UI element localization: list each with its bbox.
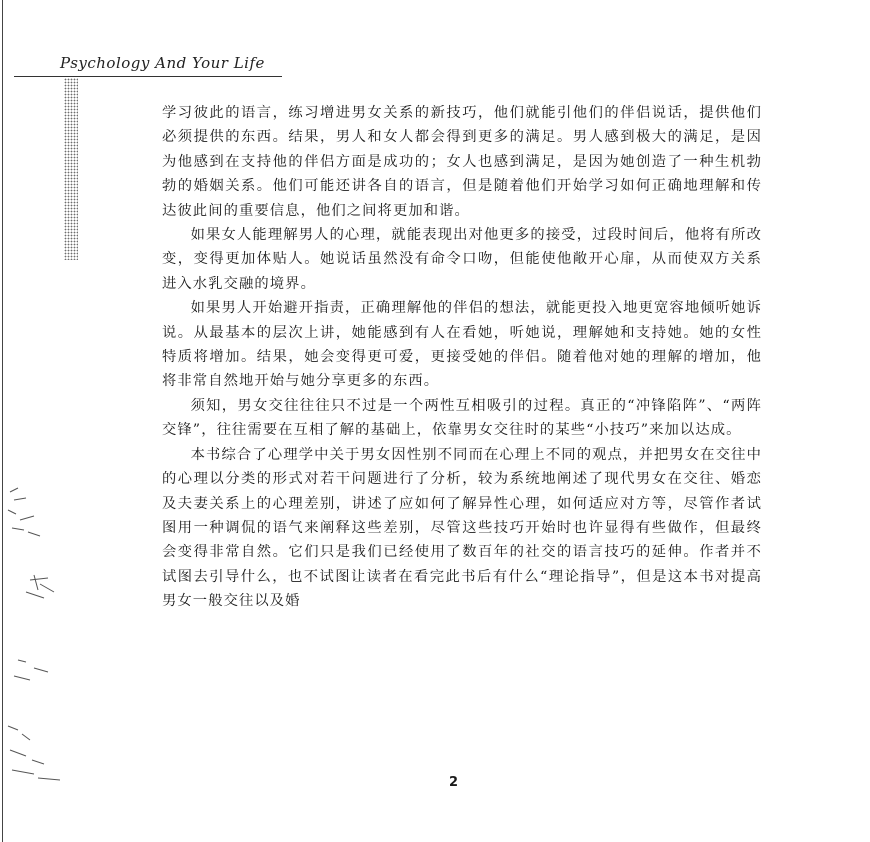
paragraph-2: 如果女人能理解男人的心理，就能表现出对他更多的接受，过段时间后，他将有所改变，变得更加体贴人。她说话虽然没有命令口吻，但能使他敞开心扉，从而使双方关系进入水乳交融的境界。 bbox=[162, 227, 762, 292]
page-number: 2 bbox=[449, 775, 459, 790]
paragraph-3: 如果男人开始避开指责，正确理解他的伴侣的想法，就能更投入地更宽容地倾听她诉说。从最基本的层次上讲，她能感到有人在看她，听她说，理解她和支持她。她的女性特质将增加。结果，她会变得更可爱，更接受她的伴侣。随着他对她的理解的增加，他将非常自然地开始与她分享更多的东西。 bbox=[162, 300, 762, 390]
paragraph-4: 须知，男女交往往往只不过是一个两性互相吸引的过程。真正的“冲锋陷阵”、“两阵交锋”，往往需要在互相了解的基础上，依靠男女交往时的某些“小技巧”来加以达成。 bbox=[162, 397, 762, 439]
body-text bbox=[162, 101, 762, 614]
paragraph-1: 学习彼此的语言，练习增进男女关系的新技巧，他们就能引他们的伴侣说话，提供他们必须提供的东西。结果，男人和女人都会得到更多的满足。男人感到极大的满足，是因为他感到在支持他的伴侣方面是成功的；女人也感到满足，是因为她创造了一种生机勃勃的婚姻关系。他们可能还讲各自的语言，但是随着他们开始学习如何正确地理解和传达彼此间的重要信息，他们之间将更加和谐。 bbox=[162, 105, 762, 219]
header-rule bbox=[14, 76, 282, 77]
decorative-dotted-bar bbox=[64, 78, 78, 260]
page-left-border bbox=[2, 0, 3, 842]
paragraph-5: 本书综合了心理学中关于男女因性别不同而在心理上不同的观点，并把男女在交往中的心理以分类的形式对若干问题进行了分析，较为系统地阐述了现代男女在交往、婚恋及夫妻关系上的心理差别，讲述了应如何了解异性心理，如何适应对方等，尽管作者试图用一种调侃的语气来阐释这些差别，尽管这些技巧开始时也许显得有些做作，但最终会变得非常自然。它们只是我们已经使用了数百年的社交的语言技巧的延伸。作者并不试图去引导什么，也不试图让读者在看完此书后有什么“理论指导”，但是这本书对提高男女一般交往以及婚 bbox=[162, 446, 762, 610]
margin-scan-marks bbox=[4, 480, 76, 790]
running-header-title: Psychology And Your Life bbox=[60, 54, 265, 72]
